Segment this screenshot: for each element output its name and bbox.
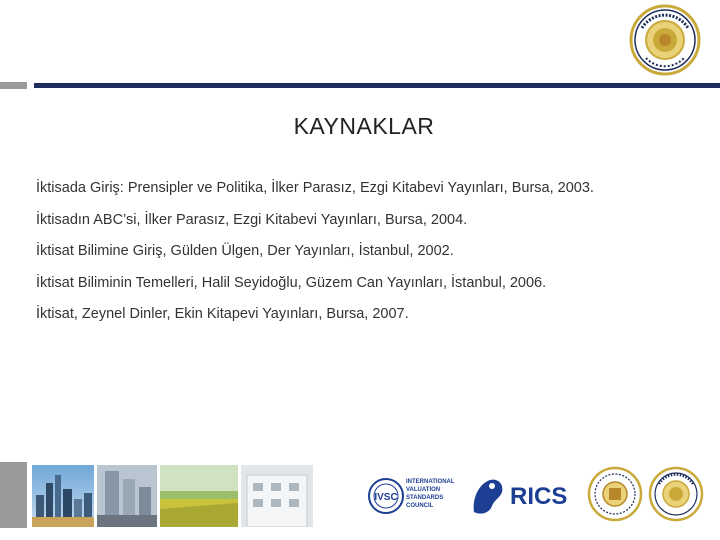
reference-item: İktisat Biliminin Temelleri, Halil Seyidoğlu, Güzem Can Yayınları, İstanbul, 2006. (36, 274, 547, 291)
ankara-university-seal-icon (624, 4, 706, 76)
building-photo (241, 465, 313, 527)
header-accent-bar (0, 82, 27, 89)
reference-item: İktisada Giriş: Prensipler ve Politika, İlker Parasız, Ezgi Kitabevi Yayınları, Bursa, 2003. (36, 180, 594, 196)
rics-text: RICS (510, 483, 568, 510)
reference-item: İktisat Bilimine Giriş, Gülden Ülgen, Der Yayınları, İstanbul, 2002. (36, 243, 454, 259)
reference-item: İktisat, Zeynel Dinler, Ekin Kitapevi Yayınları, Bursa, 2007. (36, 306, 409, 322)
city-skyline-photo (32, 465, 94, 527)
ivsc-name: INTERNATIONAL VALUATION STANDARDS COUNCIL (406, 479, 455, 509)
ivsc-logo-icon (368, 476, 463, 516)
rics-logo-icon (468, 474, 578, 518)
header-rule (34, 83, 720, 88)
footer-accent-block (0, 462, 27, 528)
reference-list (36, 178, 696, 336)
ivsc-abbr: IVSC (374, 492, 398, 503)
reference-item: İktisadın ABC’si, İlker Parasız, Ezgi Kitabevi Yayınları, Bursa, 2004. (36, 211, 468, 228)
institution-seal-icon (587, 464, 643, 524)
page-title: KAYNAKLAR (293, 113, 435, 139)
field-photo (160, 465, 238, 527)
ankara-university-seal-small-icon (648, 464, 704, 524)
towers-photo (97, 465, 157, 527)
